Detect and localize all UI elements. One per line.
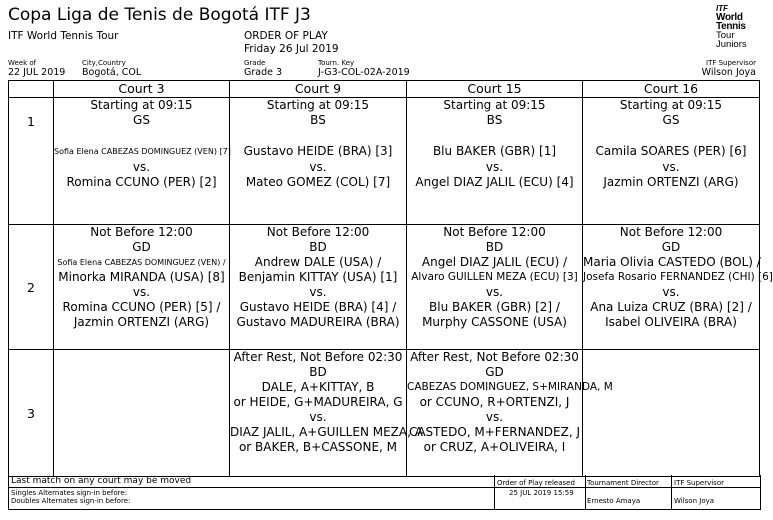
player-1: Gustavo HEIDE (BRA) [3] <box>243 144 393 158</box>
corner-cell <box>9 81 54 98</box>
court-header-row <box>9 81 760 98</box>
team-2-player-b: Gustavo MADUREIRA (BRA) <box>236 315 400 329</box>
grade-value: Grade 3 <box>244 67 283 78</box>
player-2: Angel DIAZ JALIL (ECU) [4] <box>415 175 574 189</box>
start-time: After Rest, Not Before 02:30 <box>233 350 403 364</box>
row-number: 1 <box>9 98 54 225</box>
team-1-player-b: Minorka MIRANDA (USA) [8] <box>58 270 225 284</box>
team-1-player-a: Sofia Elena CABEZAS DOMINGUEZ (VEN) / <box>57 258 226 267</box>
last-match-note: Last match on any court may be moved <box>11 476 192 486</box>
event-code: GS <box>662 113 680 127</box>
footer-divider <box>9 487 494 488</box>
event-code: BD <box>309 240 327 254</box>
tourn-key-value: J-G3-COL-02A-2019 <box>318 67 410 78</box>
team-2-player-b: Jazmin ORTENZI (ARG) <box>73 315 210 329</box>
event-code: BD <box>485 240 504 254</box>
doubles-alternates-note: Doubles Alternates sign-in before: <box>11 497 131 505</box>
versus-label: vs. <box>309 160 327 174</box>
team-1-player-a: Angel DIAZ JALIL (ECU) / <box>421 255 568 269</box>
released-timestamp: 25 JUL 2019 15:59 <box>509 489 574 497</box>
week-of-value: 22 JUL 2019 <box>8 67 66 78</box>
team-1-player-a: DALE, A+KITTAY, B <box>261 380 375 394</box>
event-code: BD <box>309 365 327 379</box>
grade-label: Grade <box>244 59 266 67</box>
versus-label: vs. <box>132 160 151 174</box>
event-code: GD <box>132 240 151 254</box>
itf-supervisor-name: Wilson Joya <box>674 497 715 505</box>
start-time: Starting at 09:15 <box>266 98 370 112</box>
player-1: Camila SOARES (PER) [6] <box>595 144 747 158</box>
itf-supervisor-label: ITF Supervisor <box>674 479 724 487</box>
team-1-player-b: Benjamin KITTAY (USA) [1] <box>238 270 398 284</box>
tour-name: ITF World Tennis Tour <box>8 30 119 42</box>
team-2-player-a: Ana Luiza CRUZ (BRA) [2] / <box>590 300 752 314</box>
footer-divider <box>494 475 495 509</box>
match-cell[interactable] <box>407 225 583 350</box>
event-code: BS <box>310 113 326 127</box>
team-1-player-b: or HEIDE, G+MADUREIRA, G <box>233 395 403 409</box>
start-time: Starting at 09:15 <box>619 98 723 112</box>
order-date: Friday 26 Jul 2019 <box>244 43 339 55</box>
match-cell[interactable] <box>54 98 230 225</box>
match-row <box>9 98 760 225</box>
court-header: Court 9 <box>230 81 407 98</box>
event-code: BS <box>486 113 503 127</box>
tournament-director-label: Tournament Director <box>587 479 659 487</box>
row-number: 2 <box>9 225 54 350</box>
match-cell[interactable] <box>583 98 760 225</box>
team-2-player-a: Blu BAKER (GBR) [2] / <box>429 300 560 314</box>
match-cell[interactable] <box>407 98 583 225</box>
event-code: GD <box>661 240 681 254</box>
versus-label: vs. <box>485 285 504 299</box>
match-cell[interactable] <box>230 98 407 225</box>
team-1-player-b: Josefa Rosario FERNANDEZ (CHI) [6] <box>583 271 773 283</box>
player-1: Blu BAKER (GBR) [1] <box>432 144 557 158</box>
court-header: Court 15 <box>407 81 583 98</box>
start-time: After Rest, Not Before 02:30 <box>410 350 579 364</box>
city-value: Bogotá, COL <box>82 67 142 78</box>
versus-label: vs. <box>662 160 680 174</box>
versus-label: vs. <box>662 285 680 299</box>
start-time: Not Before 12:00 <box>443 225 546 239</box>
player-2: Romina CCUNO (PER) [2] <box>66 175 217 189</box>
team-2-player-b: Isabel OLIVEIRA (BRA) <box>605 315 737 329</box>
footer-divider <box>671 475 672 509</box>
versus-label: vs. <box>309 410 327 424</box>
team-2-player-a: Romina CCUNO (PER) [5] / <box>62 300 221 314</box>
team-1-player-a: CABEZAS DOMINGUEZ, S+MIRANDA, M <box>407 381 613 393</box>
released-label: Order of Play released <box>497 479 575 487</box>
team-2-player-b: or CRUZ, A+OLIVEIRA, I <box>423 440 566 454</box>
match-row <box>9 350 760 477</box>
supervisor-value: Wilson Joya <box>701 67 756 78</box>
match-cell[interactable] <box>583 225 773 350</box>
event-code: GS <box>133 113 150 127</box>
row-number: 3 <box>9 350 54 477</box>
footer-divider <box>585 475 586 509</box>
empty-match-cell <box>583 350 760 477</box>
supervisor-label: ITF Supervisor <box>706 59 756 67</box>
city-label: City,Country <box>82 59 126 67</box>
team-2-player-a: DIAZ JALIL, A+GUILLEN MEZA, A <box>230 425 423 439</box>
empty-match-cell <box>54 350 230 477</box>
event-code: GD <box>485 365 504 379</box>
match-cell[interactable] <box>54 225 230 350</box>
team-1-player-b: or CCUNO, R+ORTENZI, J <box>419 395 570 409</box>
start-time: Not Before 12:00 <box>619 225 723 239</box>
itf-world-tennis-tour-juniors-logo: ITF World Tennis Tour Juniors <box>716 4 747 50</box>
tournament-title: Copa Liga de Tenis de Bogotá ITF J3 <box>8 5 311 25</box>
player-2: Mateo GOMEZ (COL) [7] <box>245 175 391 189</box>
order-of-play-title: ORDER OF PLAY <box>244 30 328 42</box>
team-1-player-a: Maria Olivia CASTEDO (BOL) / <box>583 255 761 269</box>
versus-label: vs. <box>485 410 504 424</box>
start-time: Starting at 09:15 <box>443 98 546 112</box>
tourn-key-label: Tourn. Key <box>318 59 355 67</box>
versus-label: vs. <box>132 285 151 299</box>
versus-label: vs. <box>309 285 327 299</box>
match-cell[interactable] <box>230 225 407 350</box>
match-cell[interactable] <box>407 350 613 477</box>
player-1: Sofia Elena CABEZAS DOMINGUEZ (VEN) [7] <box>54 147 231 156</box>
team-1-player-b: Alvaro GUILLEN MEZA (ECU) [3] <box>411 271 578 283</box>
start-time: Not Before 12:00 <box>90 225 193 239</box>
week-of-label: Week of <box>8 59 37 67</box>
team-1-player-a: Andrew DALE (USA) / <box>254 255 382 269</box>
match-cell[interactable] <box>230 350 423 477</box>
start-time: Not Before 12:00 <box>266 225 370 239</box>
match-row <box>9 225 760 350</box>
footer-divider <box>494 487 760 488</box>
team-2-player-a: CASTEDO, M+FERNANDEZ, J <box>408 425 581 439</box>
team-2-player-a: Gustavo HEIDE (BRA) [4] / <box>239 300 397 314</box>
player-2: Jazmin ORTENZI (ARG) <box>603 175 739 189</box>
court-header: Court 3 <box>54 81 230 98</box>
order-of-play-table <box>8 80 773 477</box>
team-2-player-b: or BAKER, B+CASSONE, M <box>238 440 398 454</box>
singles-alternates-note: Singles Alternates sign-in before: <box>11 489 128 497</box>
team-2-player-b: Murphy CASSONE (USA) <box>422 315 567 329</box>
court-header: Court 16 <box>583 81 760 98</box>
start-time: Starting at 09:15 <box>90 98 193 112</box>
footer-panel <box>8 475 761 510</box>
versus-label: vs. <box>485 160 504 174</box>
tournament-director-name: Ernesto Amaya <box>587 497 641 505</box>
